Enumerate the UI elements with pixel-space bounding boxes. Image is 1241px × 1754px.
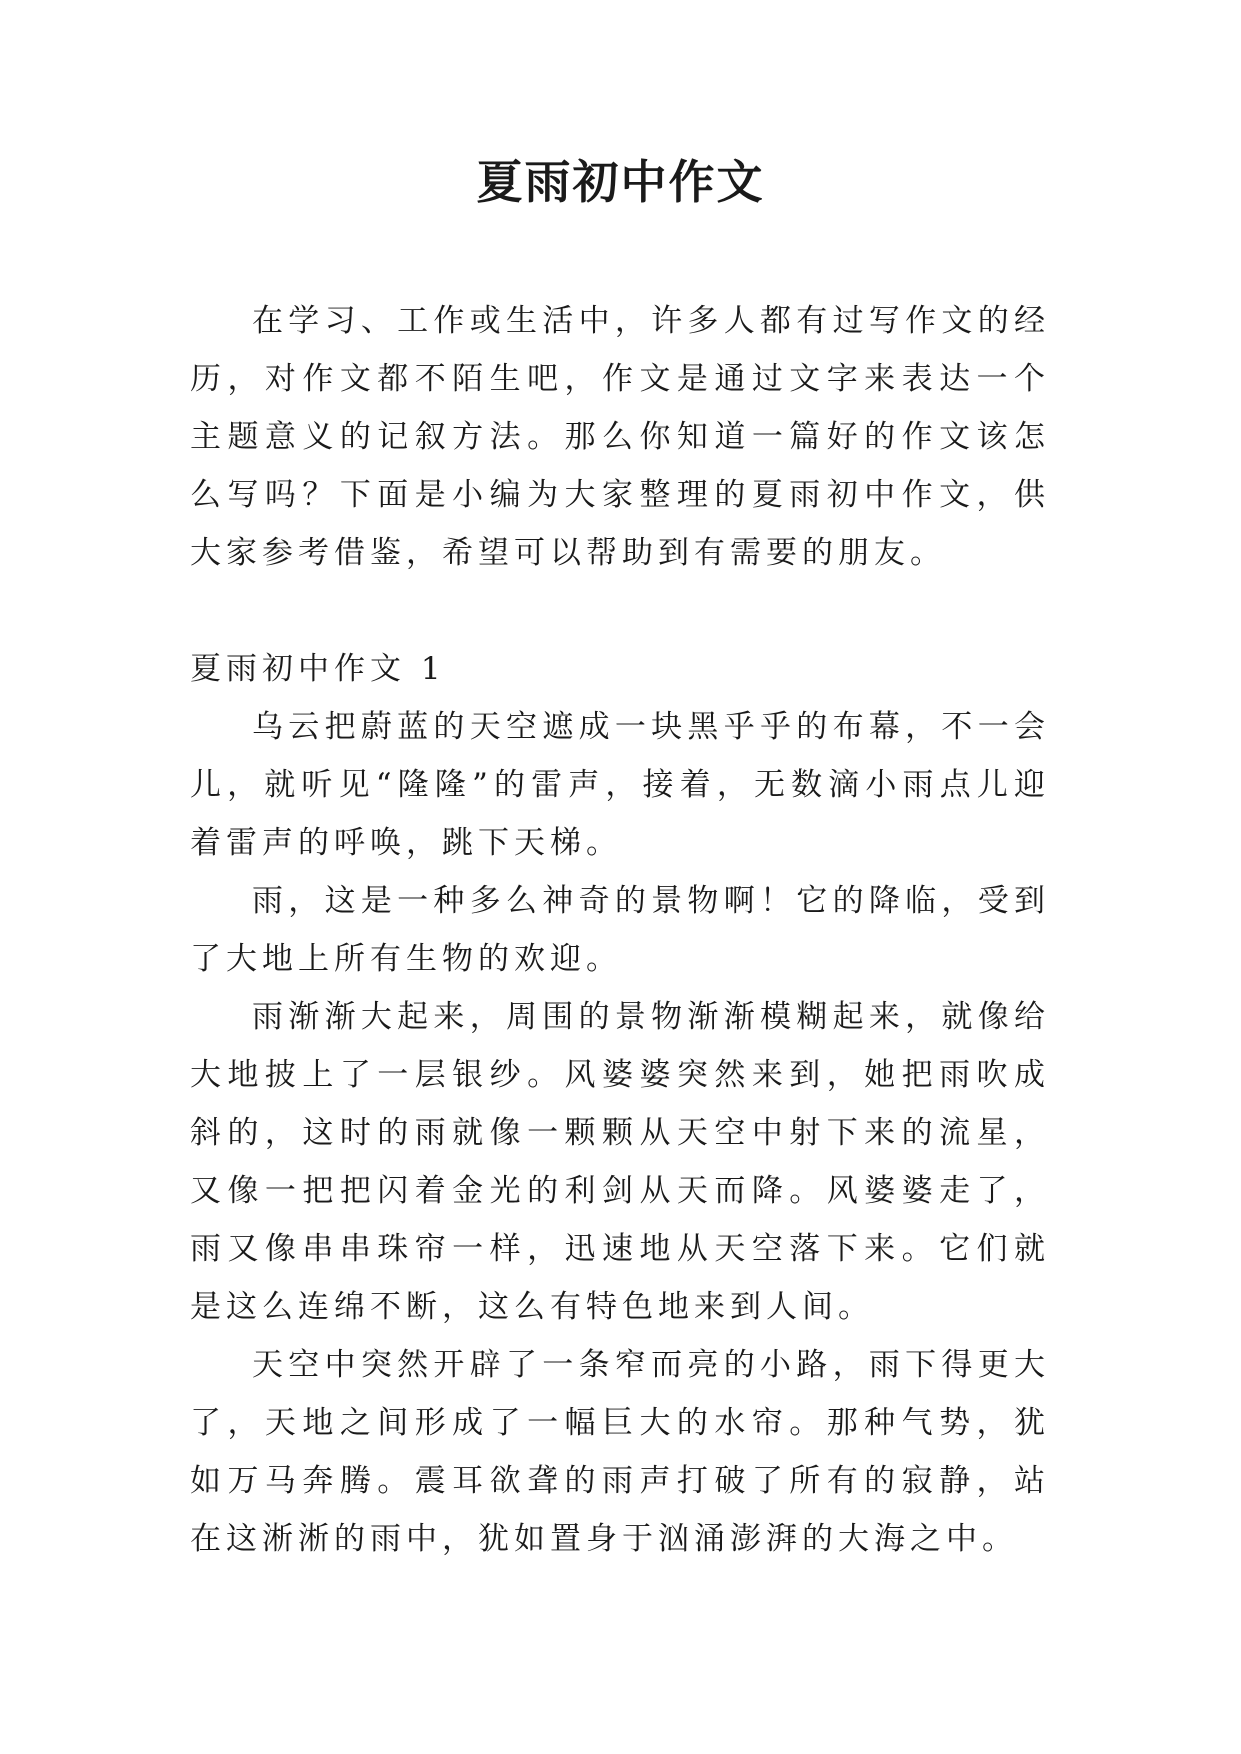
intro-paragraph: 在学习、工作或生活中，许多人都有过写作文的经历，对作文都不陌生吧，作文是通过文字来表达一个主题意义的记叙方法。那么你知道一篇好的作文该怎么写吗？下面是小编为大家整理的夏雨初中作文，供大家参考借鉴，希望可以帮助到有需要的朋友。 <box>190 303 1050 571</box>
document-title: 夏雨初中作文 <box>476 155 765 209</box>
body-paragraph-4: 天空中突然开辟了一条窄而亮的小路，雨下得更大了，天地之间形成了一幅巨大的水帘。那种气势，犹如万马奔腾。震耳欲聋的雨声打破了所有的寂静，站在这淅淅的雨中，犹如置身于汹涌澎湃的大海之中。 <box>190 1347 1050 1557</box>
body-paragraph-2: 雨，这是一种多么神奇的景物啊！它的降临，受到了大地上所有生物的欢迎。 <box>190 883 1050 977</box>
document-body <box>190 292 1050 1568</box>
body-paragraph-1: 乌云把蔚蓝的天空遮成一块黑乎乎的布幕，不一会儿，就听见“隆隆”的雷声，接着，无数滴小雨点儿迎着雷声的呼唤，跳下天梯。 <box>190 709 1050 861</box>
body-paragraph-3: 雨渐渐大起来，周围的景物渐渐模糊起来，就像给大地披上了一层银纱。风婆婆突然来到，她把雨吹成斜的，这时的雨就像一颗颗从天空中射下来的流星，又像一把把闪着金光的利剑从天而降。风婆婆走了，雨又像串串珠帘一样，迅速地从天空落下来。它们就是这么连绵不断，这么有特色地来到人间。 <box>190 999 1050 1325</box>
section-heading: 夏雨初中作文 1 <box>190 651 446 687</box>
